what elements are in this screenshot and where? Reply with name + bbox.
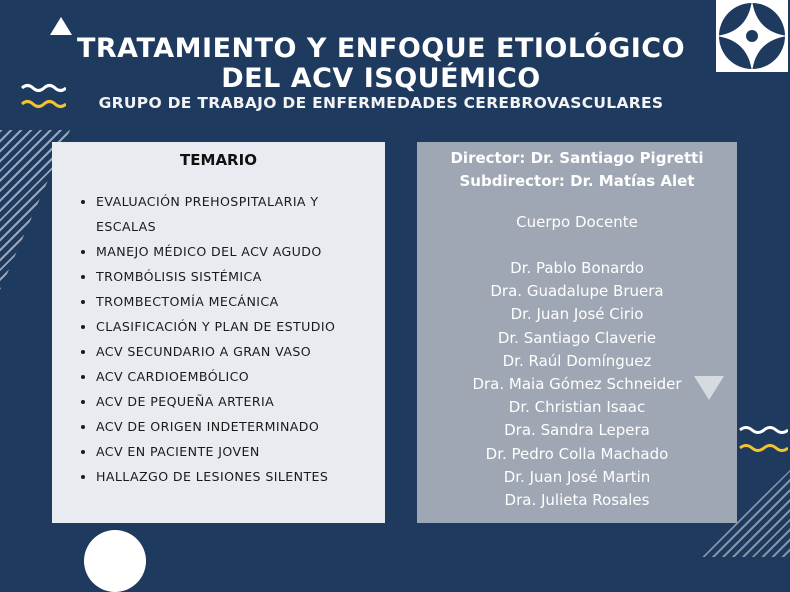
title-line-2: DEL ACV ISQUÉMICO (221, 63, 541, 94)
faculty-member: Dr. Santiago Claverie (497, 328, 657, 347)
faculty-member: Dra. Julieta Rosales (504, 491, 650, 510)
faculty-member: Dr. Juan José Martin (503, 467, 651, 486)
syllabus-item: • ACV SECUNDARIO A GRAN VASO (96, 339, 367, 364)
faculty-member: Dra. Guadalupe Bruera (490, 282, 664, 301)
syllabus-item: • ACV EN PACIENTE JOVEN (96, 439, 367, 464)
faculty-member: Dr. Pedro Colla Machado (485, 444, 669, 463)
faculty-member: Dr. Pablo Bonardo (510, 259, 644, 277)
syllabus-item: • ACV CARDIOEMBÓLICO (96, 364, 367, 389)
syllabus-list (76, 189, 367, 489)
syllabus-item: • ACV DE PEQUEÑA ARTERIA (96, 389, 367, 414)
page-subtitle: GRUPO DE TRABAJO DE ENFERMEDADES CEREBROVASCULARES (98, 94, 664, 112)
circle-decoration (84, 530, 146, 592)
syllabus-item: • ACV DE ORIGEN INDETERMINADO (96, 414, 367, 439)
syllabus-item: • CLASIFICACIÓN Y PLAN DE ESTUDIO (96, 314, 367, 339)
triangle-decoration-right (694, 376, 724, 400)
staff-panel (417, 142, 737, 523)
syllabus-item: • MANEJO MÉDICO DEL ACV AGUDO (96, 239, 367, 264)
syllabus-panel (52, 142, 385, 523)
subdirector: Subdirector: Dr. Matías Alet (459, 172, 695, 190)
faculty-label: Cuerpo Docente (516, 213, 638, 231)
page-title (0, 34, 762, 94)
faculty-member: Dr. Christian Isaac (508, 398, 646, 417)
title-line-1: TRATAMIENTO Y ENFOQUE ETIOLÓGICO (76, 33, 686, 64)
syllabus-item: • HALLAZGO DE LESIONES SILENTES (96, 464, 367, 489)
syllabus-item: • TROMBÓLISIS SISTÉMICA (96, 264, 367, 289)
faculty-list (417, 257, 737, 512)
faculty-member: Dra. Maia Gómez Schneider (472, 375, 682, 394)
syllabus-item: • EVALUACIÓN PREHOSPITALARIA Y ESCALAS (96, 189, 367, 239)
director: Director: Dr. Santiago Pigretti (450, 149, 704, 167)
syllabus-heading: TEMARIO (180, 151, 257, 169)
faculty-member: Dr. Raúl Domínguez (502, 351, 652, 370)
triangle-decoration (50, 17, 72, 35)
wave-decoration-right (738, 424, 788, 458)
syllabus-item: • TROMBECTOMÍA MECÁNICA (96, 289, 367, 314)
faculty-member: Dra. Sandra Lepera (504, 421, 650, 440)
faculty-member: Dr. Juan José Cirio (510, 305, 644, 324)
